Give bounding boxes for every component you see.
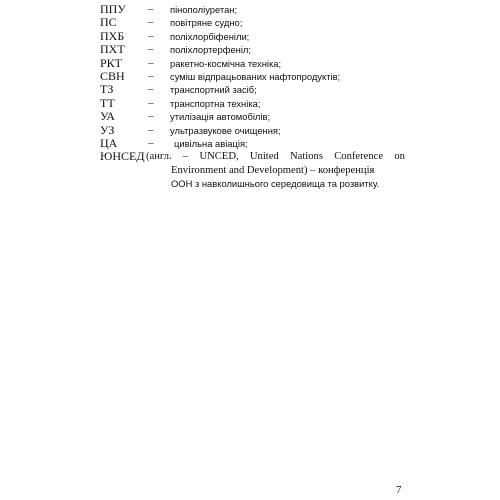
abbreviation-definition (146, 150, 405, 190)
list-item (100, 30, 405, 43)
abbreviation-definition: транспортна техніка; (170, 97, 261, 109)
definition-line-3: ООН з навколишнього середовища та розвитку. (171, 178, 380, 190)
abbreviation-list (100, 3, 405, 191)
dash-separator: – (148, 110, 154, 123)
abbreviation-term: ТТ (100, 95, 115, 110)
definition-word: Nations (290, 151, 323, 163)
list-item (100, 57, 405, 70)
dash-separator: – (148, 69, 154, 82)
abbreviation-definition: поліхлортерфеніл; (170, 44, 252, 56)
dash-separator: – (148, 43, 154, 56)
definition-line-1 (146, 150, 405, 163)
abbreviation-term: ТЗ (100, 82, 114, 97)
list-item (100, 110, 405, 123)
dash-separator: – (148, 29, 154, 42)
definition-line-2: Environment and Development) – конференція (171, 164, 375, 176)
abbreviation-term: УЗ (100, 122, 115, 137)
page-number: 7 (396, 484, 402, 496)
abbreviation-term: ПС (100, 15, 117, 30)
list-item (100, 70, 405, 83)
dash-separator: – (148, 83, 154, 96)
dash-separator: – (148, 56, 154, 69)
dash-separator: – (148, 136, 154, 149)
abbreviation-term: СВН (100, 68, 125, 83)
list-item (100, 16, 405, 29)
abbreviation-term: ЦА (100, 135, 118, 150)
list-item-unced (100, 150, 405, 190)
dash-separator: – (148, 123, 154, 136)
list-item (100, 43, 405, 56)
list-item (100, 137, 405, 150)
abbreviation-term: ПХТ (100, 42, 125, 57)
definition-word: UNCED, (199, 151, 239, 163)
abbreviation-definition: ракетно-космічна техніка; (170, 57, 282, 69)
abbreviation-definition: поліхлорбіфеніли; (170, 30, 250, 42)
definition-word: Conference (334, 151, 384, 163)
abbreviation-definition: суміш відпрацьованих нафтопродуктів; (170, 70, 341, 82)
definition-word: (англ. (146, 151, 172, 163)
abbreviation-definition: пінополіуретан; (170, 4, 238, 15)
abbreviation-definition: цивільна авіація; (174, 137, 248, 149)
dash-separator: – (148, 96, 154, 109)
abbreviation-definition: ультразвукове очищення; (170, 124, 281, 136)
abbreviation-term: УА (100, 109, 115, 124)
dash-separator: – (148, 16, 154, 29)
definition-word: on (394, 151, 405, 163)
list-item (100, 83, 405, 96)
abbreviation-definition: утилізація автомобілів; (170, 111, 271, 123)
abbreviation-definition: повітряне судно; (170, 17, 243, 29)
list-item (100, 97, 405, 110)
abbreviation-term: ППУ (100, 2, 126, 16)
abbreviation-term: РКТ (100, 55, 123, 70)
list-item (100, 3, 405, 16)
list-item (100, 124, 405, 137)
abbreviation-definition: транспортний засіб; (170, 84, 257, 96)
definition-word: – (182, 151, 189, 163)
dash-separator: – (148, 3, 154, 15)
definition-word: United (249, 151, 279, 163)
abbreviation-term: ЮНСЕД (100, 149, 145, 164)
abbreviation-term: ПХБ (100, 28, 125, 43)
